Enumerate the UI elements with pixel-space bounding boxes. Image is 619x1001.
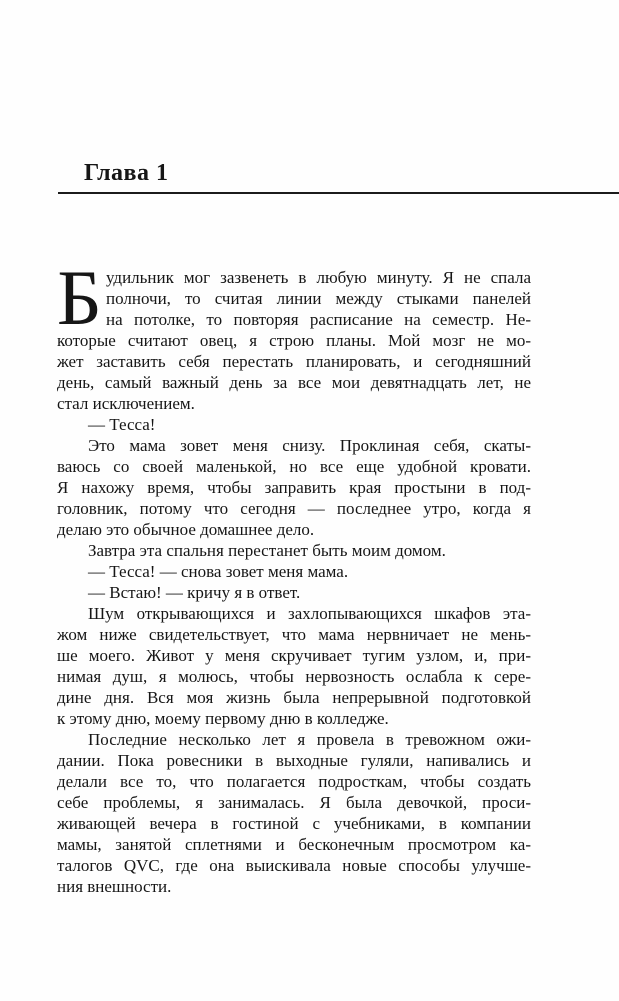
text-line: делаю это обычное домашнее дело.: [57, 520, 315, 539]
text-line: Я нахожу время, чтобы заправить края простыни в под-: [57, 478, 531, 497]
paragraph: [57, 254, 531, 414]
text-line: дине дня. Вся моя жизнь была непрерывной подготовкой: [57, 688, 531, 707]
body-text-block: [57, 254, 531, 897]
text-line: — Встаю! — кричу я в ответ.: [88, 583, 301, 602]
chapter-divider-rule: [58, 192, 619, 194]
text-line: жет заставить себя перестать планировать, и сегодняшний: [57, 352, 531, 371]
text-line: на потолке, то повторяя расписание на семестр. Не-: [106, 310, 531, 329]
text-line: Это мама зовет меня снизу. Проклиная себя, скаты-: [88, 436, 531, 455]
text-line: жом ниже свидетельствует, что мама нервничает не мень-: [57, 625, 531, 644]
paragraph: [57, 561, 531, 582]
drop-cap: Б: [57, 254, 102, 341]
text-line: живающей вечера в гостиной с учебниками, в компании: [57, 814, 531, 833]
paragraph: [57, 582, 531, 603]
text-line: удильник мог зазвенеть в любую минуту. Я не спала: [106, 268, 531, 287]
text-line: мамы, занятой сплетнями и бесконечным просмотром ка-: [57, 835, 531, 854]
text-line: которые считают овец, я строю планы. Мой мозг не мо-: [57, 331, 531, 350]
text-line: талогов QVC, где она выискивала новые способы улучше-: [57, 856, 531, 875]
text-line: полночи, то считая линии между стыками панелей: [106, 289, 531, 308]
text-line: Шум открывающихся и захлопывающихся шкафов эта-: [88, 604, 531, 623]
paragraph: [57, 729, 531, 897]
text-line: день, самый важный день за все мои девятнадцать лет, не: [57, 373, 531, 392]
chapter-title: Глава 1: [84, 160, 169, 186]
text-line: дании. Пока ровесники в выходные гуляли, напивались и: [57, 751, 531, 770]
text-line: — Тесса!: [88, 415, 156, 434]
text-line: Последние несколько лет я провела в тревожном ожи-: [88, 730, 531, 749]
text-line: Завтра эта спальня перестанет быть моим домом.: [88, 541, 446, 560]
text-line: стал исключением.: [57, 394, 195, 413]
text-line: — Тесса! — снова зовет меня мама.: [88, 562, 349, 581]
text-line: головник, потому что сегодня — последнее утро, когда я: [57, 499, 531, 518]
text-line: ваюсь со своей маленькой, но все еще удобной кровати.: [57, 457, 531, 476]
text-line: ше моего. Живот у меня скручивает тугим узлом, и, при-: [57, 646, 531, 665]
paragraph: [57, 540, 531, 561]
text-line: к этому дню, моему первому дню в колледже.: [57, 709, 389, 728]
paragraph: [57, 603, 531, 729]
text-line: нимая душ, я молюсь, чтобы нервозность ослабла к сере-: [57, 667, 531, 686]
paragraph: [57, 435, 531, 540]
text-line: себе проблемы, я занималась. Я была девочкой, проси-: [57, 793, 531, 812]
paragraph: [57, 414, 531, 435]
text-line: ния внешности.: [57, 877, 172, 896]
text-line: делали все то, что полагается подросткам, чтобы создать: [57, 772, 531, 791]
